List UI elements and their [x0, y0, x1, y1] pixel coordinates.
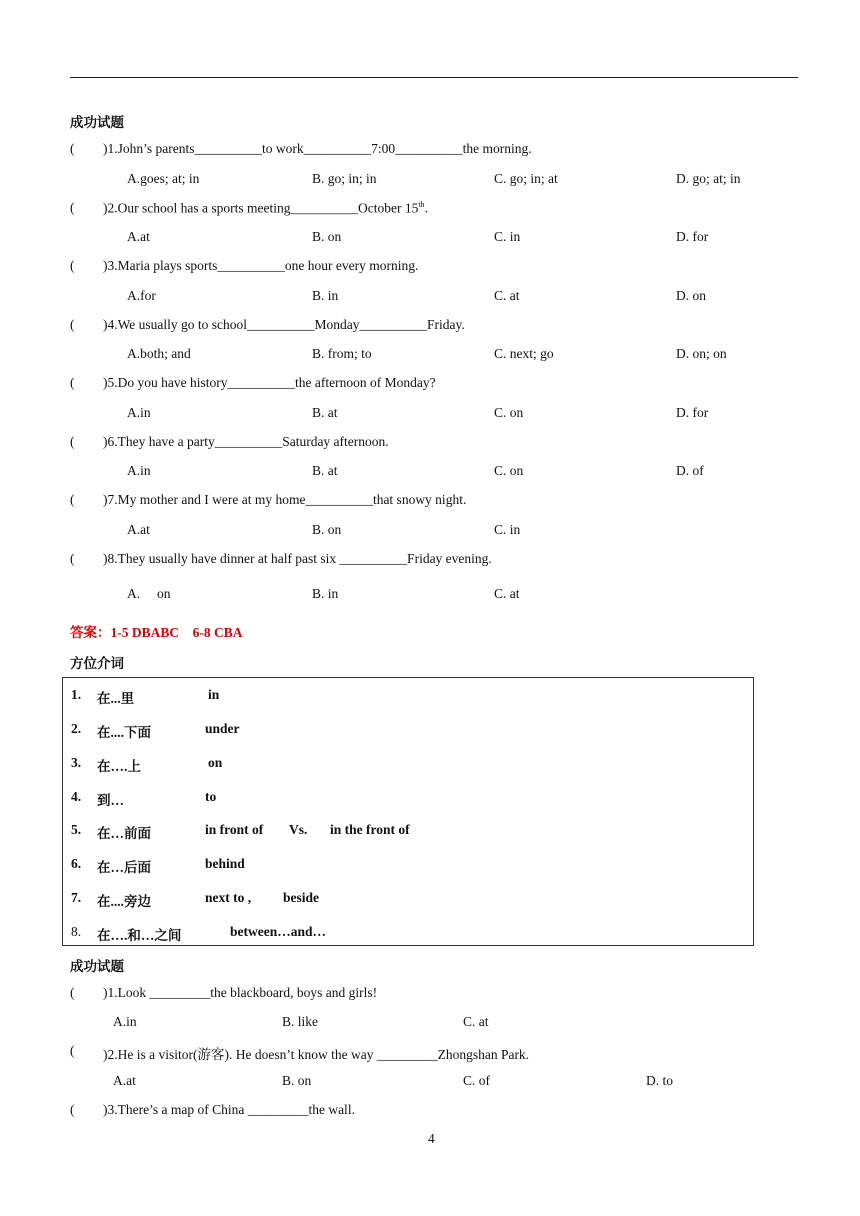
question-7 — [70, 492, 770, 510]
row-number: 8. — [71, 924, 82, 939]
option-b: B. in — [312, 586, 339, 601]
row-number: 7. — [71, 890, 82, 905]
chinese-meaning: 在….和…之间 — [97, 928, 182, 943]
question-1 — [70, 985, 770, 1003]
answer-paren: ( — [70, 492, 75, 507]
header-rule — [70, 77, 798, 78]
chinese-meaning: 在...里 — [97, 691, 135, 706]
question-text: )6.They have a party__________Saturday afternoon. — [103, 434, 389, 449]
option-c: C. at — [494, 586, 520, 601]
option-b: B. on — [282, 1073, 312, 1088]
question-text: )3.There’s a map of China _________the wall. — [103, 1102, 355, 1117]
answer-paren: ( — [70, 200, 75, 215]
question-text — [103, 200, 428, 217]
english-preposition: in — [208, 687, 220, 702]
option-a: A.at — [113, 1073, 136, 1088]
option-c: C. in — [494, 229, 521, 244]
question-8 — [70, 551, 770, 569]
chinese-meaning: 在....旁边 — [97, 894, 151, 909]
answer-paren: ( — [70, 375, 75, 390]
answer-paren: ( — [70, 317, 75, 332]
question-2 — [70, 1043, 770, 1061]
option-c: C. on — [494, 405, 524, 420]
question-text: )1.John’s parents__________to work__________7:00__________the morning. — [103, 141, 532, 156]
row-number: 3. — [71, 755, 82, 770]
option-a: A.in — [127, 463, 151, 478]
answer-paren: ( — [70, 434, 75, 449]
ordinal-suffix: th — [418, 200, 425, 209]
section-title: 方位介词 — [70, 656, 124, 671]
option-a: A.at — [127, 229, 150, 244]
option-c: C. go; in; at — [494, 171, 558, 186]
option-d: D. on — [676, 288, 706, 303]
option-d: D. for — [676, 405, 709, 420]
english-preposition-alt: in the front of — [330, 822, 410, 837]
answer-paren: ( — [70, 258, 75, 273]
row-number: 5. — [71, 822, 82, 837]
option-a: A.in — [113, 1014, 137, 1029]
option-a: A.for — [127, 288, 156, 303]
english-preposition: in front of — [205, 822, 264, 837]
option-c: C. in — [494, 522, 521, 537]
option-b: B. on — [312, 229, 342, 244]
option-a: A.in — [127, 405, 151, 420]
answer-paren: ( — [70, 1043, 75, 1058]
english-preposition-alt: beside — [283, 890, 320, 905]
option-b: B. in — [312, 288, 339, 303]
english-preposition: next to , — [205, 890, 252, 905]
option-a: A.at — [127, 522, 150, 537]
question-6 — [70, 434, 770, 452]
option-b: B. on — [312, 522, 342, 537]
chinese-meaning: 在…前面 — [97, 826, 151, 841]
chinese-meaning: 在….上 — [97, 759, 141, 774]
answer-paren: ( — [70, 551, 75, 566]
answer-key: 答案：1-5 DBABC 6-8 CBA — [70, 625, 243, 640]
question-text: )4.We usually go to school__________Monday__________Friday. — [103, 317, 465, 332]
chinese-meaning: 在…后面 — [97, 860, 151, 875]
option-d: D. of — [676, 463, 704, 478]
option-a: A. on — [127, 586, 171, 601]
section-title: 成功试题 — [70, 959, 124, 974]
option-b: B. at — [312, 463, 338, 478]
option-b: B. go; in; in — [312, 171, 377, 186]
row-number: 1. — [71, 687, 82, 702]
english-preposition: to — [205, 789, 217, 804]
option-b: B. at — [312, 405, 338, 420]
row-number: 2. — [71, 721, 82, 736]
option-d: D. for — [676, 229, 709, 244]
question-text: )3.Maria plays sports__________one hour every morning. — [103, 258, 419, 273]
option-c: C. of — [463, 1073, 490, 1088]
option-c: C. at — [463, 1014, 489, 1029]
question-text: )8.They usually have dinner at half past six __________Friday evening. — [103, 551, 492, 566]
answer-paren: ( — [70, 985, 75, 1000]
section-title: 成功试题 — [70, 115, 124, 130]
question-text-end: . — [424, 200, 428, 216]
question-text: )2.He is a visitor(游客). He doesn’t know the way _________Zhongshan Park. — [103, 1047, 530, 1062]
question-3 — [70, 1102, 770, 1120]
option-b: B. from; to — [312, 346, 372, 361]
question-1 — [70, 141, 770, 159]
question-5 — [70, 375, 770, 393]
versus-label: Vs. — [289, 822, 308, 837]
option-d: D. on; on — [676, 346, 727, 361]
question-text: )1.Look _________the blackboard, boys and girls! — [103, 985, 378, 1000]
row-number: 6. — [71, 856, 82, 871]
english-preposition: under — [205, 721, 240, 736]
option-a: A.both; and — [127, 346, 191, 361]
row-number: 4. — [71, 789, 82, 804]
question-text-main: )2.Our school has a sports meeting__________October 15 — [103, 200, 419, 216]
question-4 — [70, 317, 770, 335]
chinese-meaning: 到… — [97, 793, 124, 808]
option-c: C. next; go — [494, 346, 554, 361]
option-d: D. to — [646, 1073, 673, 1088]
english-preposition: between…and… — [230, 924, 327, 939]
answer-paren: ( — [70, 141, 75, 156]
answer-paren: ( — [70, 1102, 75, 1117]
question-2 — [70, 200, 770, 218]
page-number: 4 — [428, 1131, 435, 1146]
question-3 — [70, 258, 770, 276]
prepositions-table — [62, 677, 754, 946]
option-c: C. at — [494, 288, 520, 303]
english-preposition: on — [208, 755, 223, 770]
question-text: )7.My mother and I were at my home__________that snowy night. — [103, 492, 467, 507]
chinese-meaning: 在....下面 — [97, 725, 151, 740]
question-text: )5.Do you have history__________the afternoon of Monday? — [103, 375, 436, 390]
option-c: C. on — [494, 463, 524, 478]
option-b: B. like — [282, 1014, 318, 1029]
option-a: A.goes; at; in — [127, 171, 200, 186]
option-d: D. go; at; in — [676, 171, 741, 186]
english-preposition: behind — [205, 856, 245, 871]
